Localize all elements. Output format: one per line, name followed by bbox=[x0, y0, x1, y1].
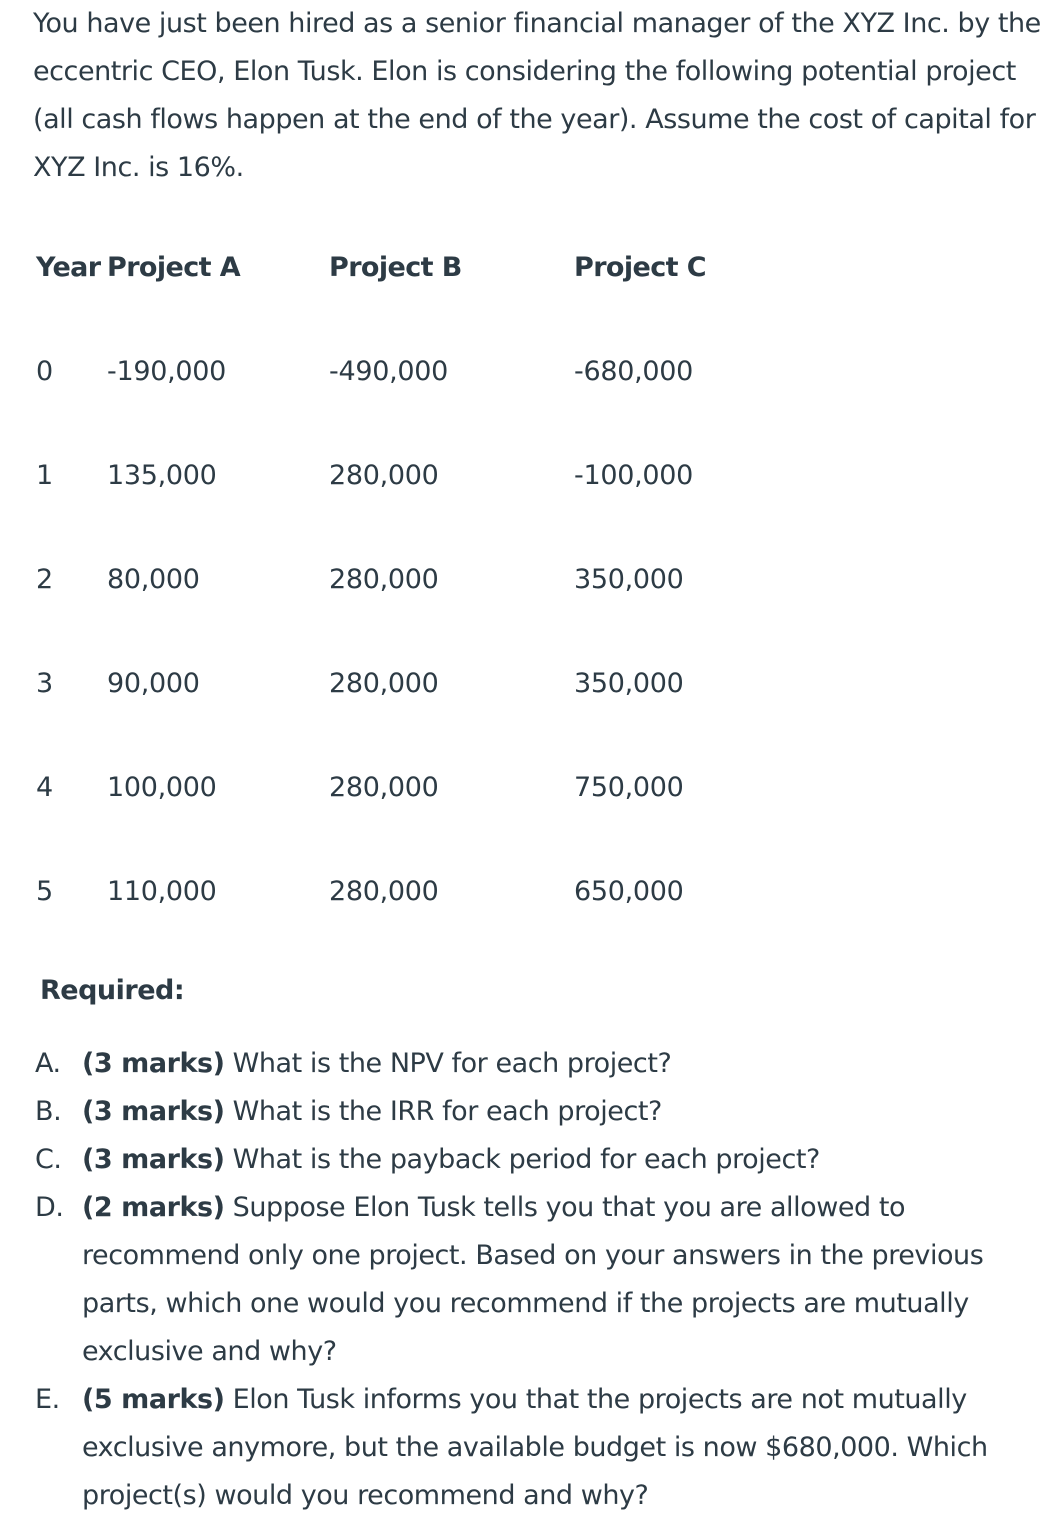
question-marks: (3 marks) bbox=[82, 1048, 225, 1079]
question-marks: (5 marks) bbox=[82, 1384, 225, 1415]
question-letter: A. bbox=[35, 1048, 61, 1079]
row-1-year: 1 bbox=[36, 460, 53, 491]
intro-paragraph: You have just been hired as a senior financial manager of the XYZ Inc. by the eccentric CEO, Elon Tusk. Elon is considering the following potential project (all cash flows happen at the end of the year). Assume the cost of capital for XYZ Inc. is 16%. bbox=[33, 8, 1041, 183]
row-5-project-b: 280,000 bbox=[329, 876, 439, 907]
row-5-project-a: 110,000 bbox=[107, 876, 217, 907]
row-2-project-c: 350,000 bbox=[574, 564, 684, 595]
header-project-c: Project C bbox=[574, 252, 706, 283]
question-a bbox=[0, 1040, 1052, 1088]
header-year: Year bbox=[36, 252, 101, 283]
row-0-project-b: -490,000 bbox=[329, 356, 448, 387]
question-letter: B. bbox=[35, 1096, 62, 1127]
row-4-year: 4 bbox=[36, 772, 53, 803]
row-2-project-a: 80,000 bbox=[107, 564, 200, 595]
question-letter: C. bbox=[35, 1144, 62, 1175]
header-project-a: Project A bbox=[107, 252, 241, 283]
question-text: Elon Tusk informs you that the projects are not mutually exclusive anymore, but the available budget is now $680,000. Which project(s) would you recommend and why? bbox=[82, 1384, 988, 1511]
question-text: Suppose Elon Tusk tells you that you are allowed to recommend only one project. Based on your answers in the previous parts, which one would you recommend if the projects are mutually exclusive and why? bbox=[82, 1192, 984, 1367]
row-0-project-c: -680,000 bbox=[574, 356, 693, 387]
question-list bbox=[0, 1040, 1053, 1520]
question-text: What is the NPV for each project? bbox=[224, 1048, 672, 1079]
question-letter: D. bbox=[35, 1192, 64, 1223]
row-3-year: 3 bbox=[36, 668, 53, 699]
row-1-project-b: 280,000 bbox=[329, 460, 439, 491]
question-e bbox=[0, 1376, 1052, 1520]
row-0-year: 0 bbox=[36, 356, 53, 387]
row-5-year: 5 bbox=[36, 876, 53, 907]
row-4-project-b: 280,000 bbox=[329, 772, 439, 803]
question-marks: (2 marks) bbox=[82, 1192, 225, 1223]
row-1-project-c: -100,000 bbox=[574, 460, 693, 491]
question-d bbox=[0, 1184, 1052, 1376]
required-heading: Required: bbox=[40, 975, 185, 1006]
question-c bbox=[0, 1136, 1052, 1184]
row-5-project-c: 650,000 bbox=[574, 876, 684, 907]
header-project-b: Project B bbox=[329, 252, 462, 283]
question-letter: E. bbox=[35, 1384, 60, 1415]
question-marks: (3 marks) bbox=[82, 1096, 225, 1127]
row-4-project-a: 100,000 bbox=[107, 772, 217, 803]
question-text: What is the IRR for each project? bbox=[224, 1096, 662, 1127]
question-marks: (3 marks) bbox=[82, 1144, 225, 1175]
row-3-project-b: 280,000 bbox=[329, 668, 439, 699]
row-4-project-c: 750,000 bbox=[574, 772, 684, 803]
row-3-project-c: 350,000 bbox=[574, 668, 684, 699]
question-b bbox=[0, 1088, 1052, 1136]
row-3-project-a: 90,000 bbox=[107, 668, 200, 699]
row-1-project-a: 135,000 bbox=[107, 460, 217, 491]
row-0-project-a: -190,000 bbox=[107, 356, 226, 387]
question-text: What is the payback period for each project? bbox=[224, 1144, 820, 1175]
row-2-project-b: 280,000 bbox=[329, 564, 439, 595]
row-2-year: 2 bbox=[36, 564, 53, 595]
